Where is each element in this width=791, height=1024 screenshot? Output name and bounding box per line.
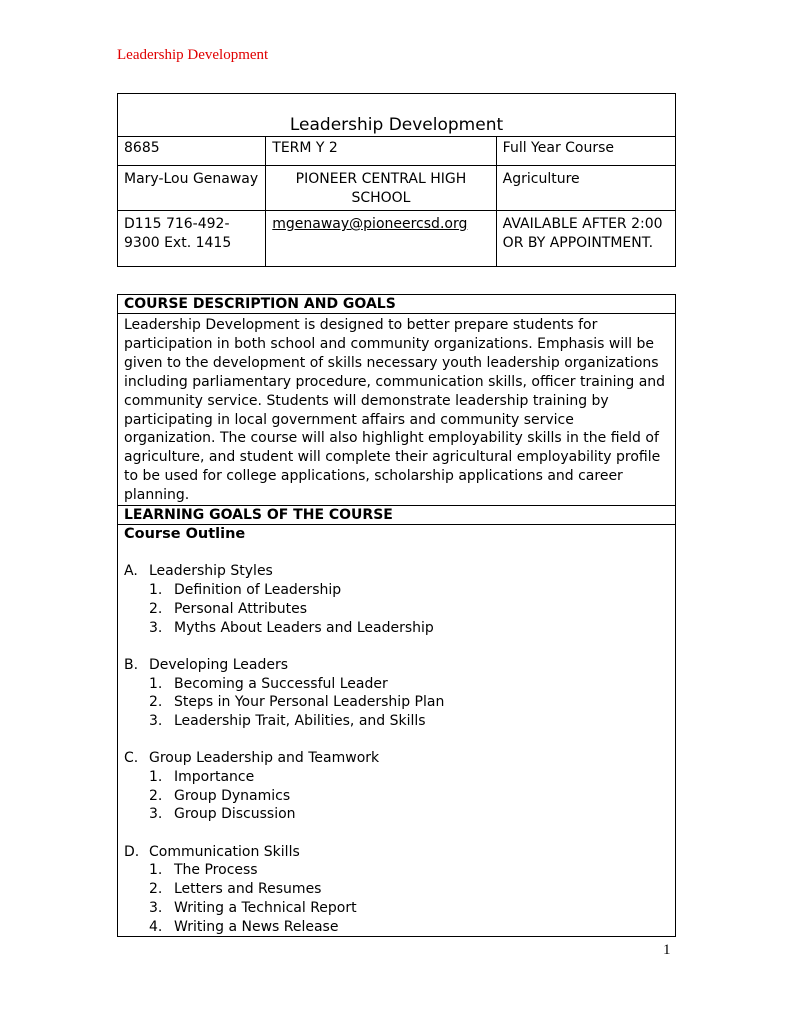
info-row: [118, 166, 676, 211]
item-text: Leadership Trait, Abilities, and Skills: [174, 712, 426, 729]
course-content-table: [117, 294, 676, 937]
item-text: Writing a News Release: [174, 918, 339, 935]
email-text[interactable]: mgenaway@pioneercsd.org: [272, 216, 468, 232]
availability: AVAILABLE AFTER 2:00 OR BY APPOINTMENT.: [496, 211, 675, 267]
page-header: Leadership Development: [117, 47, 269, 63]
item-number: 1.: [149, 582, 163, 599]
course-length: Full Year Course: [496, 137, 675, 166]
unit-title: Communication Skills: [149, 843, 300, 860]
description-heading: COURSE DESCRIPTION AND GOALS: [118, 295, 676, 314]
item-number: 4.: [149, 918, 163, 935]
unit-letter: D.: [124, 843, 140, 860]
item-text: Definition of Leadership: [174, 582, 342, 599]
info-row: [118, 211, 676, 267]
item-number: 1.: [149, 675, 163, 692]
outline-item: [124, 918, 669, 937]
item-number: 2.: [149, 600, 163, 617]
outline-unit: [124, 562, 669, 637]
outline-units: [124, 562, 669, 936]
course-outline: [118, 525, 676, 937]
unit-letter: C.: [124, 750, 139, 767]
item-number: 1.: [149, 862, 163, 879]
item-number: 3.: [149, 899, 163, 916]
outline-item: [124, 787, 669, 806]
item-number: 3.: [149, 619, 163, 636]
course-description: Leadership Development is designed to better prepare students for participation in both school and community organizations. Emphasis will be given to the development of skills necessary youth leadership organizations including parliamentary procedure, communication skills, officer training and community service. Students will demonstrate leadership training by participating in local government affairs and community service organization. The course will also highlight employability skills in the field of agriculture, and student will complete their agricultural employability profile to be used for college applications, scholarship applications and career planning.: [118, 314, 676, 506]
unit-heading: [124, 843, 669, 862]
term: TERM Y 2: [266, 137, 496, 166]
outline-item: [124, 768, 669, 787]
item-number: 1.: [149, 769, 163, 786]
item-text: Letters and Resumes: [174, 881, 322, 898]
outline-unit: [124, 843, 669, 936]
page-number: 1: [663, 942, 671, 958]
outline-item: [124, 880, 669, 899]
item-text: Importance: [174, 769, 255, 786]
outline-item: [124, 693, 669, 712]
info-row: [118, 137, 676, 166]
outline-item: [124, 581, 669, 600]
course-title: Leadership Development: [118, 94, 676, 137]
item-text: Personal Attributes: [174, 600, 308, 617]
unit-title: Leadership Styles: [149, 563, 273, 580]
unit-letter: A.: [124, 563, 138, 580]
unit-heading: [124, 656, 669, 675]
outline-item: [124, 712, 669, 731]
department: Agriculture: [496, 166, 675, 211]
email-link[interactable]: [266, 211, 496, 267]
outline-unit: [124, 656, 669, 731]
unit-title: Developing Leaders: [149, 656, 289, 673]
item-number: 2.: [149, 881, 163, 898]
item-number: 3.: [149, 806, 163, 823]
unit-title: Group Leadership and Teamwork: [149, 750, 380, 767]
item-text: Group Dynamics: [174, 787, 291, 804]
outline-item: [124, 861, 669, 880]
item-text: Becoming a Successful Leader: [174, 675, 388, 692]
item-text: The Process: [174, 862, 258, 879]
outline-item: [124, 899, 669, 918]
outline-item: [124, 619, 669, 638]
course-info-table: [117, 93, 676, 267]
teacher-name: Mary-Lou Genaway: [118, 166, 266, 211]
unit-heading: [124, 749, 669, 768]
outline-unit: [124, 749, 669, 824]
item-text: Group Discussion: [174, 806, 296, 823]
unit-heading: [124, 562, 669, 581]
outline-item: [124, 600, 669, 619]
item-number: 2.: [149, 694, 163, 711]
room-phone: D115 716-492-9300 Ext. 1415: [118, 211, 266, 267]
school-name: PIONEER CENTRAL HIGH SCHOOL: [266, 166, 496, 211]
goals-heading: LEARNING GOALS OF THE COURSE: [118, 506, 676, 525]
course-number: 8685: [118, 137, 266, 166]
item-number: 2.: [149, 787, 163, 804]
item-number: 3.: [149, 712, 163, 729]
item-text: Writing a Technical Report: [174, 899, 357, 916]
item-text: Steps in Your Personal Leadership Plan: [174, 694, 445, 711]
item-text: Myths About Leaders and Leadership: [174, 619, 434, 636]
unit-letter: B.: [124, 656, 139, 673]
outline-title: Course Outline: [124, 526, 246, 543]
outline-item: [124, 675, 669, 694]
outline-item: [124, 805, 669, 824]
